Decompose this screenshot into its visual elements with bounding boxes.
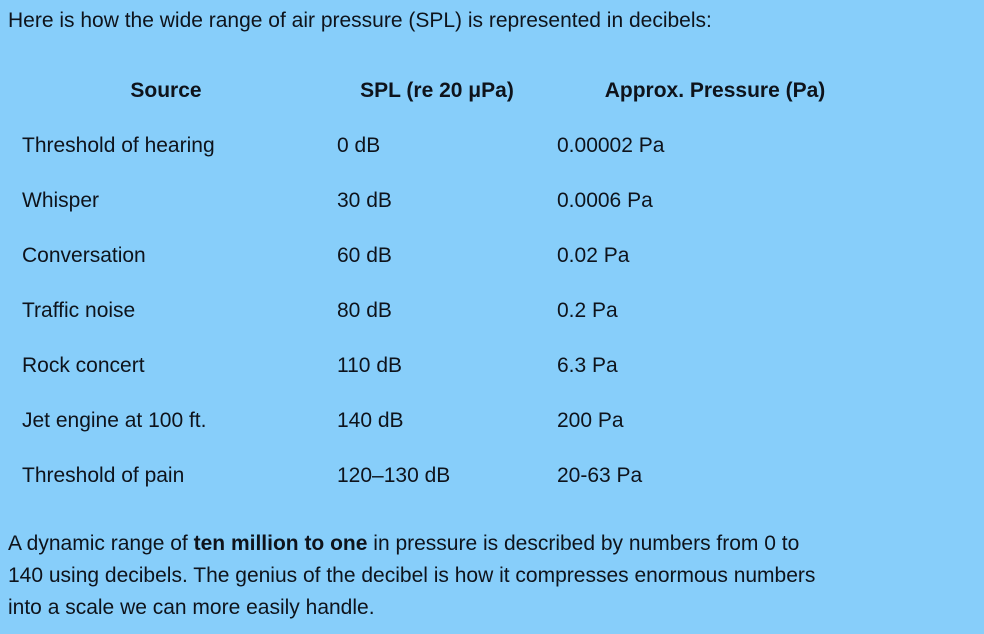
cell-spl: 140 dB <box>337 408 404 432</box>
table-row <box>22 283 873 338</box>
cell-pressure: 0.02 Pa <box>557 243 630 267</box>
table-row <box>22 173 873 228</box>
outro-line1-pre: A dynamic range of <box>8 532 194 555</box>
cell-pressure: 0.0006 Pa <box>557 188 653 212</box>
table-row <box>22 393 873 448</box>
cell-pressure: 200 Pa <box>557 408 624 432</box>
outro-paragraph <box>8 528 815 624</box>
cell-source: Conversation <box>22 243 146 267</box>
header-spl: SPL (re 20 μPa) <box>360 78 514 102</box>
cell-spl: 60 dB <box>337 243 392 267</box>
header-pressure: Approx. Pressure (Pa) <box>604 78 826 102</box>
table-row <box>22 118 873 173</box>
cell-source: Jet engine at 100 ft. <box>22 408 207 432</box>
table-header-row <box>22 63 873 118</box>
cell-source: Rock concert <box>22 353 145 377</box>
cell-pressure: 20-63 Pa <box>557 463 643 487</box>
outro-line-2: 140 using decibels. The genius of the decibel is how it compresses enormous numbers <box>8 564 816 587</box>
cell-pressure: 6.3 Pa <box>557 353 618 377</box>
cell-source: Whisper <box>22 188 100 212</box>
outro-line-3: into a scale we can more easily handle. <box>8 596 375 619</box>
table-row <box>22 338 873 393</box>
header-source: Source <box>130 78 202 102</box>
cell-spl: 80 dB <box>337 298 392 322</box>
outro-line1-bold: ten million to one <box>193 532 368 555</box>
cell-spl: 0 dB <box>337 133 381 157</box>
table-row <box>22 448 873 503</box>
outro-line1-post: in pressure is described by numbers from 0 to <box>367 532 800 555</box>
cell-pressure: 0.00002 Pa <box>557 133 665 157</box>
cell-pressure: 0.2 Pa <box>557 298 618 322</box>
intro-text: Here is how the wide range of air pressure (SPL) is represented in decibels: <box>8 9 712 32</box>
cell-spl: 30 dB <box>337 188 392 212</box>
cell-spl: 120–130 dB <box>337 463 451 487</box>
cell-spl: 110 dB <box>337 353 402 377</box>
outro-line-1 <box>8 528 815 560</box>
cell-source: Traffic noise <box>22 298 136 322</box>
table-row <box>22 228 873 283</box>
cell-source: Threshold of hearing <box>22 133 215 157</box>
spl-table <box>22 63 873 503</box>
cell-source: Threshold of pain <box>22 463 185 487</box>
